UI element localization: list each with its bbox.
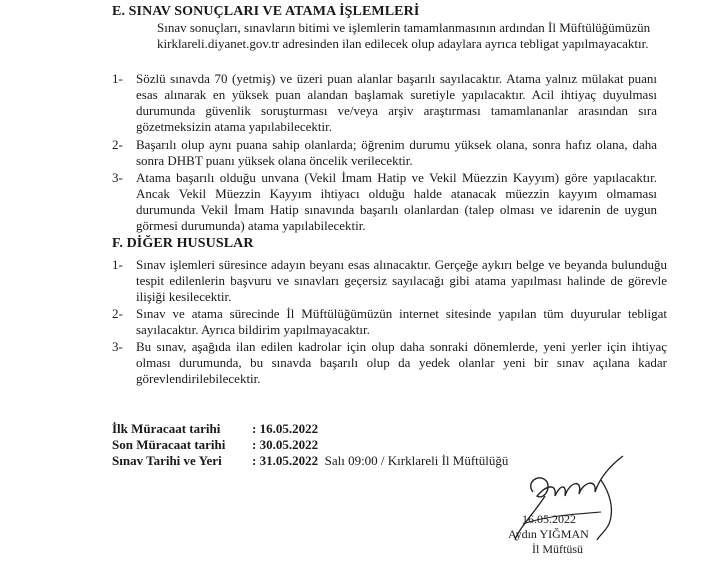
item-number: 3- — [112, 339, 123, 354]
item-number: 2- — [112, 137, 123, 152]
item-text: Sınav işlemleri süresince adayın beyanı esas alınacaktır. Gerçeğe aykırı belge ve beyanda bulunduğu tespit edilenlerin başvuru ve sınavları geçersiz sayılacağı gibi atama yapılması halinde de görevle ilişiği kesilecektir. — [136, 257, 667, 304]
item-text: Atama başarılı olduğu unvana (Vekil İmam Hatip ve Vekil Müezzin Kayyım) göre yapılacaktır. Ancak Vekil Müezzin Kayyım ihtiyacı olduğu halde atanacak müezzin kayyım olmaması durumunda Vekil İmam Hatip sınavında başarılı olanlardan (talep olması ve idarenin de uygun görmesi durumunda) atama yapılabilecektir. — [136, 170, 657, 233]
first-application-value: : 16.05.2022 — [252, 421, 319, 436]
last-application-label: Son Müracaat tarihi — [112, 437, 226, 452]
item-text: Başarılı olup aynı puana sahip olanlarda; öğrenim durumu yüksek olana, sonra hafız olana, daha sonra DHBT puanı yüksek olana öncelik verilecektir. — [136, 137, 657, 168]
last-application-value: : 30.05.2022 — [252, 437, 319, 452]
first-application-label: İlk Müracaat tarihi — [112, 421, 221, 436]
section-f-title: F. DİĞER HUSUSLAR — [112, 236, 254, 251]
item-text: Bu sınav, aşağıda ilan edilen kadrolar için olup daha sonraki dönemlerde, yeni yerler için ihtiyaç olması durumunda, bu sınavda başarılı olup da yedek olanlar yeni bir sınav açılana kadar görevlendirilebilecektir. — [136, 339, 667, 386]
item-number: 1- — [112, 257, 123, 272]
section-e-intro: Sınav sonuçları, sınavların bitimi ve işlemlerin tamamlanmasının ardından İl Müftülüğümüzün kirklareli.diyanet.gov.tr adresinden ilan edilecek olup adaylara ayrıca tebligat yapılmayacaktır. — [157, 20, 651, 51]
section-e-title: E. SINAV SONUÇLARI VE ATAMA İŞLEMLERİ — [112, 4, 420, 19]
signature-date: 16.05.2022 — [522, 512, 576, 526]
signatory-title: İl Müftüsü — [532, 542, 583, 556]
signatory-name: Aydın YIĞMAN — [508, 527, 589, 541]
exam-date-value: : 31.05.2022 Salı 09:00 / Kırklareli İl Müftülüğü — [252, 453, 509, 468]
item-text: Sınav ve atama sürecinde İl Müftülüğümüzün internet sitesinde yapılan tüm duyurular tebligat sayılacaktır. Ayrıca bildirim yapılmayacaktır. — [136, 306, 667, 337]
exam-date-label: Sınav Tarihi ve Yeri — [112, 453, 222, 468]
item-number: 3- — [112, 170, 123, 185]
item-number: 2- — [112, 306, 123, 321]
exam-detail: Salı 09:00 / Kırklareli İl Müftülüğü — [324, 453, 509, 468]
item-number: 1- — [112, 71, 123, 86]
item-text: Sözlü sınavda 70 (yetmiş) ve üzeri puan alanlar başarılı sayılacaktır. Atama yalnız mülakat puanı esas alınarak en yüksek puan alandan başlamak suretiyle yapılacaktır. Acil ihtiyaç duyulması durumunda güvenlik soruşturması ve/veya arşiv araştırması tamamlananlar arasından sıra gözetmeksizin atama yapılabilecektir. — [136, 71, 657, 134]
